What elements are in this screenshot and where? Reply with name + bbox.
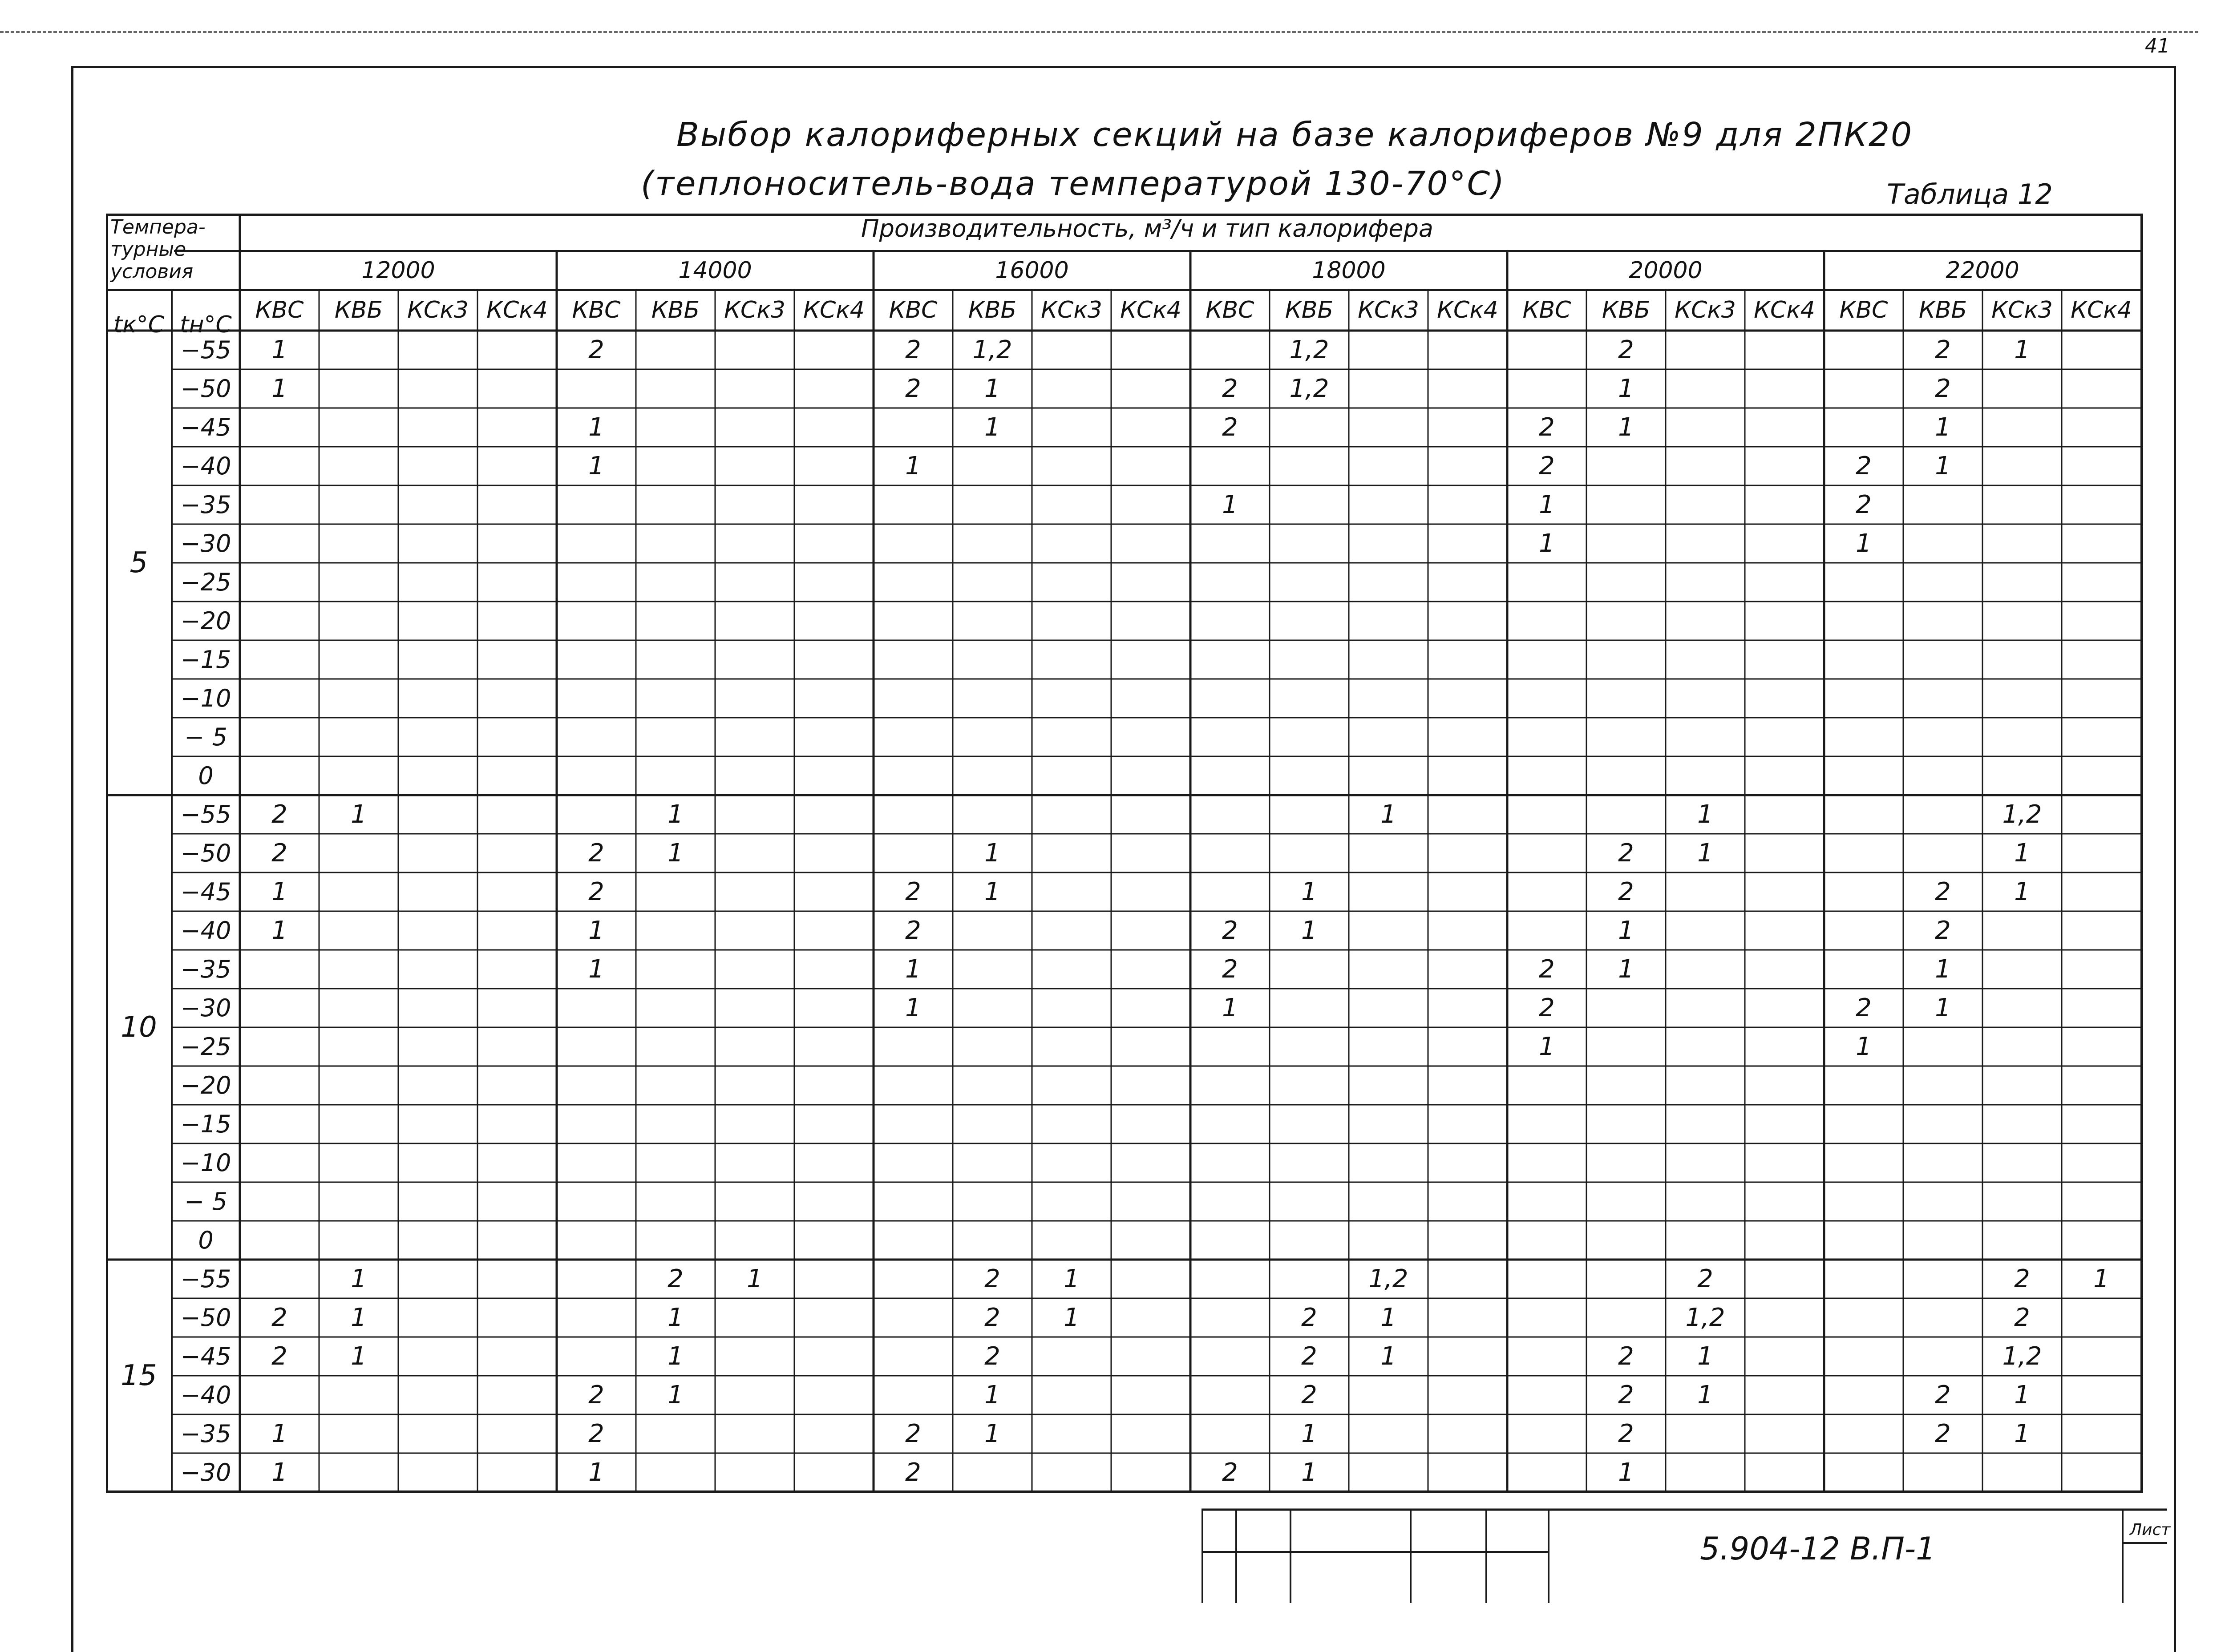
- table-cell-value: 1: [1697, 800, 1713, 829]
- table-cell-value: 2: [984, 1264, 1000, 1293]
- table-cell-value: 1: [1301, 916, 1317, 945]
- table-cell-value: 2: [1301, 1303, 1317, 1332]
- table-cell-value: 2: [1618, 1342, 1634, 1371]
- heater-type-label: КСк4: [1754, 297, 1815, 323]
- table-cell-value: 1: [1222, 994, 1238, 1022]
- table-cell-value: 1: [905, 955, 921, 984]
- tk-value: 10: [121, 1011, 157, 1044]
- table-cell-value: 1: [588, 413, 604, 442]
- heater-type-label: КСк4: [2071, 297, 2132, 323]
- table-cell-value: 2: [1222, 1458, 1238, 1487]
- table-cell-value: 2: [271, 1342, 287, 1371]
- table-cell-value: 1: [2014, 1381, 2030, 1410]
- table-cell-value: 1: [1935, 994, 1951, 1022]
- table-cell-value: 2: [588, 839, 604, 868]
- table-cell-value: 1,2: [1685, 1303, 1725, 1332]
- table-cell-value: 1: [984, 1419, 1000, 1448]
- heater-type-label: КСк3: [1041, 297, 1102, 323]
- tk-value: 5: [129, 546, 148, 579]
- table-cell-value: 2: [588, 1381, 604, 1410]
- table-cell-value: 2: [588, 335, 604, 364]
- table-cell-value: 2: [1935, 1381, 1951, 1410]
- table-cell-value: 2: [1222, 916, 1238, 945]
- table-cell-value: 1: [588, 955, 604, 984]
- heater-type-label: КСк3: [724, 297, 785, 323]
- table-cell-value: 2: [1618, 1419, 1634, 1448]
- tn-value: − 5: [184, 1188, 227, 1216]
- table-cell-value: 2: [1856, 452, 1872, 481]
- heater-type-label: КВС: [1206, 297, 1254, 323]
- table-cell-value: 2: [1935, 374, 1951, 403]
- capacity-header: Производительность, м³/ч и тип калорифера: [861, 214, 1433, 242]
- table-cell-value: 2: [1539, 994, 1555, 1022]
- heater-type-label: КСк4: [803, 297, 865, 323]
- tn-value: −40: [180, 452, 231, 480]
- table-cell-value: 1: [668, 1303, 684, 1332]
- table-cell-value: 1: [1064, 1303, 1080, 1332]
- table-cell-value: 2: [1856, 490, 1872, 519]
- heater-type-label: КВС: [889, 297, 938, 323]
- temp-conditions-header: Темпера-турные условия: [110, 216, 206, 283]
- tn-value: −30: [180, 994, 231, 1022]
- tn-value: −50: [180, 839, 231, 867]
- table-cell-value: 1: [984, 839, 1000, 868]
- tn-value: 0: [198, 1226, 214, 1254]
- table-cell-value: 1: [351, 800, 367, 829]
- tn-value: −45: [180, 1342, 231, 1370]
- table-cell-value: 1: [1301, 1419, 1317, 1448]
- table-cell-value: 1: [351, 1264, 367, 1293]
- table-cell-value: 2: [1301, 1381, 1317, 1410]
- tk-value: 15: [121, 1359, 157, 1392]
- heater-type-label: КВС: [1522, 297, 1571, 323]
- table-cell-value: 1: [1856, 529, 1872, 558]
- table-cell-value: 1: [1222, 490, 1238, 519]
- table-cell-value: 1: [1539, 529, 1555, 558]
- table-cell-value: 1: [747, 1264, 763, 1293]
- table-cell-value: 1: [271, 916, 287, 945]
- table-cell-value: 2: [1935, 916, 1951, 945]
- table-cell-value: 1: [668, 1381, 684, 1410]
- table-cell-value: 1: [1618, 916, 1634, 945]
- tn-value: −10: [180, 1149, 231, 1177]
- heater-type-label: КСк3: [1675, 297, 1736, 323]
- heater-type-label: КВС: [255, 297, 304, 323]
- tn-value: −35: [180, 955, 231, 983]
- sheet-label: Лист: [2130, 1521, 2171, 1539]
- table-cell-value: 1,2: [1289, 374, 1329, 403]
- heater-type-label: КВС: [1839, 297, 1888, 323]
- sheet-number: 41: [2145, 35, 2170, 57]
- table-cell-value: 1: [2014, 839, 2030, 868]
- top-dashed-line: [0, 31, 2198, 33]
- heater-type-label: КСк4: [1120, 297, 1181, 323]
- tn-value: −50: [180, 1304, 231, 1332]
- heater-type-label: КВБ: [334, 297, 383, 323]
- table-cell-value: 1,2: [2002, 1342, 2042, 1371]
- tn-value: −40: [180, 917, 231, 945]
- tn-value: −55: [180, 800, 231, 828]
- table-cell-value: 1: [351, 1342, 367, 1371]
- tn-value: − 5: [184, 723, 227, 751]
- table-cell-value: 2: [1539, 955, 1555, 984]
- table-cell-value: 1: [984, 413, 1000, 442]
- table-cell-value: 2: [1618, 1381, 1634, 1410]
- tn-value: −50: [180, 375, 231, 403]
- tn-value: −30: [180, 529, 231, 557]
- tn-value: −30: [180, 1458, 231, 1486]
- tn-value: −25: [180, 568, 231, 596]
- table-cell-value: 1: [668, 800, 684, 829]
- heater-type-label: КВБ: [1602, 297, 1651, 323]
- table-cell-value: 1,2: [1289, 335, 1329, 364]
- table-cell-value: 2: [1222, 413, 1238, 442]
- table-cell-value: 1: [271, 1419, 287, 1448]
- table-cell-value: 2: [905, 1458, 921, 1487]
- tn-value: −25: [180, 1033, 231, 1061]
- table-cell-value: 1: [2014, 1419, 2030, 1448]
- capacity-group-label: 12000: [361, 257, 435, 284]
- table-cell-value: 1: [271, 335, 287, 364]
- table-cell-value: 1: [984, 877, 1000, 906]
- document-number: 5.904-12 В.П-1: [1700, 1531, 1936, 1567]
- table-cell-value: 1: [668, 1342, 684, 1371]
- capacity-group-label: 22000: [1946, 257, 2019, 284]
- tn-label: tн°С: [180, 311, 232, 338]
- capacity-group-label: 20000: [1629, 257, 1703, 284]
- tn-value: −10: [180, 684, 231, 712]
- table-cell-value: 2: [588, 877, 604, 906]
- heater-type-label: КВБ: [1918, 297, 1967, 323]
- heater-type-label: КСк4: [1437, 297, 1498, 323]
- tk-label: tк°С: [113, 311, 165, 338]
- heater-type-label: КВБ: [1285, 297, 1334, 323]
- table-cell-value: 2: [1618, 839, 1634, 868]
- table-cell-value: 2: [1935, 335, 1951, 364]
- tn-value: −40: [180, 1381, 231, 1409]
- table-cell-value: 2: [1935, 877, 1951, 906]
- tn-value: −35: [180, 491, 231, 519]
- table-cell-value: 1: [1618, 413, 1634, 442]
- table-cell-value: 2: [1301, 1342, 1317, 1371]
- table-cell-value: 2: [668, 1264, 684, 1293]
- heater-type-label: КСк3: [407, 297, 469, 323]
- table-cell-value: 1,2: [1368, 1264, 1408, 1293]
- table-cell-value: 1: [588, 916, 604, 945]
- tn-value: −20: [180, 607, 231, 635]
- table-cell-value: 2: [1222, 955, 1238, 984]
- table-cell-value: 1: [1618, 374, 1634, 403]
- heater-type-label: КСк4: [486, 297, 548, 323]
- tn-value: 0: [198, 762, 214, 790]
- table-cell-value: 2: [905, 335, 921, 364]
- tn-value: −15: [180, 646, 231, 674]
- page-subtitle: (теплоноситель-вода температурой 130-70°С): [641, 165, 1506, 203]
- table-cell-value: 1: [271, 374, 287, 403]
- table-cell-value: 1: [984, 1381, 1000, 1410]
- heater-type-label: КВС: [572, 297, 621, 323]
- table-cell-value: 1: [588, 452, 604, 481]
- table-cell-value: 1: [905, 452, 921, 481]
- table-cell-value: 2: [905, 1419, 921, 1448]
- table-cell-value: 1: [271, 1458, 287, 1487]
- table-cell-value: 2: [271, 839, 287, 868]
- table-cell-value: 2: [1935, 1419, 1951, 1448]
- page-title: Выбор калориферных секций на базе калориферов №9 для 2ПК20: [676, 116, 1914, 154]
- table-cell-value: 1: [1618, 955, 1634, 984]
- table-cell-value: 1: [1064, 1264, 1080, 1293]
- table-cell-value: 2: [2014, 1303, 2030, 1332]
- capacity-group-label: 14000: [678, 257, 752, 284]
- table-cell-value: 2: [1697, 1264, 1713, 1293]
- heater-type-label: КСк3: [1358, 297, 1419, 323]
- table-cell-value: 1: [351, 1303, 367, 1332]
- table-cell-value: 1: [1539, 490, 1555, 519]
- tn-value: −55: [180, 336, 231, 364]
- table-cell-value: 2: [1539, 413, 1555, 442]
- table-label: Таблица 12: [1887, 178, 2053, 210]
- capacity-group-label: 16000: [995, 257, 1069, 284]
- table-cell-value: 1: [271, 877, 287, 906]
- table-cell-value: 1: [1380, 1342, 1396, 1371]
- table-cell-value: 2: [1539, 452, 1555, 481]
- table-cell-value: 1: [1697, 839, 1713, 868]
- tn-value: −15: [180, 1110, 231, 1138]
- heater-type-label: КВБ: [651, 297, 700, 323]
- table-cell-value: 2: [905, 877, 921, 906]
- table-cell-value: 1,2: [2002, 800, 2042, 829]
- table-cell-value: 1: [668, 839, 684, 868]
- table-cell-value: 1: [984, 374, 1000, 403]
- tn-value: −45: [180, 878, 231, 906]
- table-cell-value: 2: [905, 916, 921, 945]
- table-cell-value: 1: [1935, 452, 1951, 481]
- title-block: [1202, 1507, 2167, 1603]
- table-cell-value: 1: [1856, 1032, 1872, 1061]
- table-cell-value: 1: [1539, 1032, 1555, 1061]
- table-cell-value: 2: [271, 1303, 287, 1332]
- table-cell-value: 1: [1301, 1458, 1317, 1487]
- table-cell-value: 2: [1618, 877, 1634, 906]
- table-cell-value: 1: [1301, 877, 1317, 906]
- heater-type-label: КСк3: [1991, 297, 2053, 323]
- table-cell-value: 1: [588, 1458, 604, 1487]
- table-cell-value: 2: [1618, 335, 1634, 364]
- table-cell-value: 1,2: [972, 335, 1012, 364]
- table-cell-value: 2: [984, 1342, 1000, 1371]
- table-cell-value: 2: [2014, 1264, 2030, 1293]
- table-cell-value: 1: [2093, 1264, 2109, 1293]
- table-cell-value: 2: [588, 1419, 604, 1448]
- selection-table: [106, 214, 2143, 1498]
- table-cell-value: 1: [905, 994, 921, 1022]
- table-cell-value: 2: [271, 800, 287, 829]
- table-cell-value: 1: [1697, 1342, 1713, 1371]
- table-cell-value: 1: [2014, 335, 2030, 364]
- heater-type-label: КВБ: [968, 297, 1017, 323]
- table-cell-value: 1: [1618, 1458, 1634, 1487]
- table-cell-value: 2: [1222, 374, 1238, 403]
- table-cell-value: 1: [1380, 800, 1396, 829]
- table-cell-value: 1: [1380, 1303, 1396, 1332]
- table-cell-value: 1: [1935, 955, 1951, 984]
- tn-value: −45: [180, 413, 231, 441]
- table-cell-value: 2: [984, 1303, 1000, 1332]
- table-cell-value: 1: [1697, 1381, 1713, 1410]
- table-gridlines: [106, 214, 2143, 1498]
- tn-value: −55: [180, 1265, 231, 1293]
- capacity-group-label: 18000: [1312, 257, 1386, 284]
- table-cell-value: 1: [1935, 413, 1951, 442]
- tn-value: −35: [180, 1420, 231, 1448]
- tn-value: −20: [180, 1071, 231, 1099]
- table-cell-value: 2: [905, 374, 921, 403]
- table-cell-value: 2: [1856, 994, 1872, 1022]
- table-cell-value: 1: [2014, 877, 2030, 906]
